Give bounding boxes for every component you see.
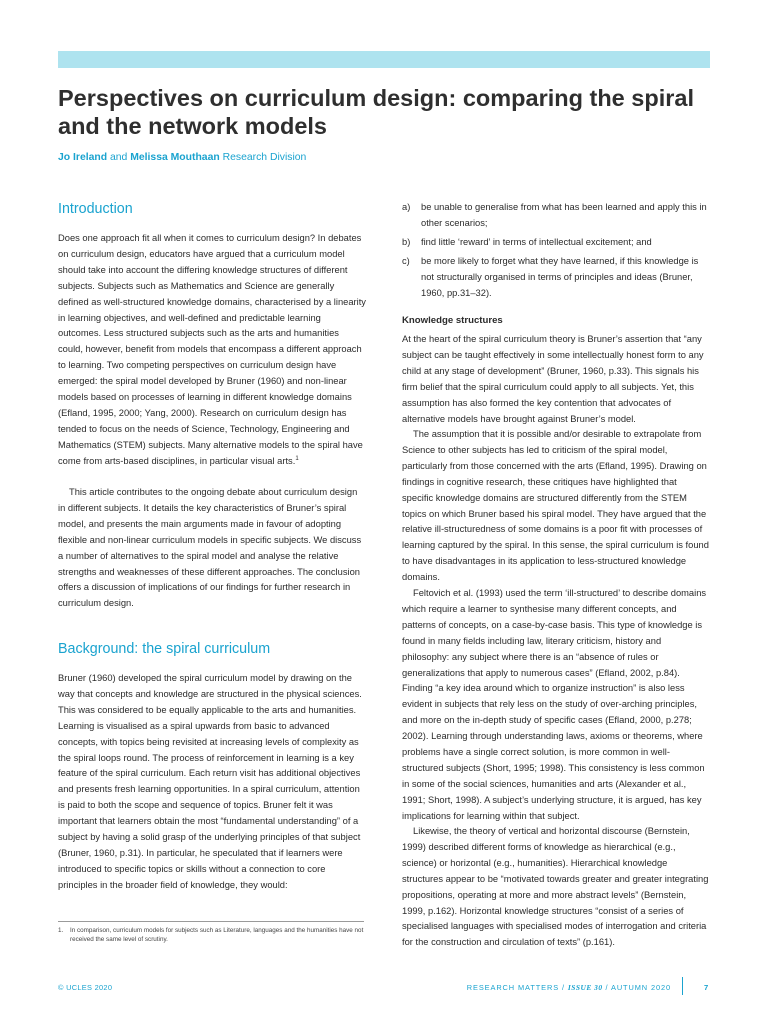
journal-info [467,983,671,992]
affiliation: Research Division [219,152,307,163]
issue-number: ISSUE 30 [567,983,603,992]
issue-date: / AUTUMN 2020 [602,983,671,992]
knowledge-paragraph-1: At the heart of the spiral curriculum theory is Bruner’s assertion that “any subject can be taught effectively in some intellectually honest form to any child at any stage of development” (Bruner, 1960, p.33). This signals his firm belief that the spiral curriculum could apply to all subjects. Yet, this assumption has also formed the key contention that advocates of alternative models have brought against Bruner’s model. [402,334,704,424]
header-banner [58,51,710,68]
intro-paragraph-1-text: Does one approach fit all when it comes to curriculum design? In debates on curriculum design, educators have argued that a curriculum model should take into account the differing knowledge structures of different subjects. Subjects such as Mathematics and Science are generally defined as well-structured knowledge domains, characterised by a linearity in learning objectives, and well-defined and predictable learning outcomes. Less structured subjects such as the arts and humanities could, however, benefit from models that encompass a different approach to learning. Two competing perspectives on curriculum design have emerged: the spiral model developed by Bruner (1960) and non-linear models based on processes of learning in different knowledge domains (Efland, 1995, 2000; Yang, 2000). Research on curriculum design has tended to focus on the needs of Science, Technology, Engineering and Mathematics (STEM) subjects. Many alternative models to the spiral have come from arts-based disciplines, in particular visual arts. [58,233,366,466]
knowledge-paragraph-4: Likewise, the theory of vertical and horizontal discourse (Bernstein, 1999) described different forms of knowledge as hierarchical (e.g., science) or horizontal (e.g., humanities). Hierarchical knowledge structures appear to be “motivated towards greater and greater integrating propositions, operating at more and more abstract levels” (Bernstein, 1999, p.162). Horizontal knowledge structures “consist of a series of specialised languages with specialised modes of interrogation and criteria for the construction and circulation of texts” (p.161). [402,826,709,948]
journal-name: RESEARCH MATTERS / [466,983,568,992]
author-line [58,152,306,163]
footnote [58,926,364,945]
article-title: Perspectives on curriculum design: comparing the spiral and the network models [58,85,694,139]
author-conjunction: and [107,152,131,163]
list-item-text: be more likely to forget what they have learned, if this knowledge is not structurally organised in terms of principles and ideas (Bruner, 1960, pp.31–32). [421,255,699,298]
footnote-ref: 1 [295,455,299,462]
bruner-list [402,200,710,304]
copyright: © UCLES 2020 [58,983,113,992]
author-1: Jo Ireland [58,152,108,163]
knowledge-paragraph-2: The assumption that it is possible and/or desirable to extrapolate from Science to other subjects has led to criticism of the spiral model, particularly from those concerned with the arts (Efland, 1995). Drawing on findings in cognitive research, these critiques have highlighted that specific knowledge domains are structured differently from the STEM topics on which Bruner based his spiral model. They have argued that the relative ill-structuredness of some domains is a poor fit with processes of learning captured by the spiral. In this sense, the spiral curriculum is found to have disadvantages in its application to less-structured knowledge domains. [402,429,709,583]
list-item-label: b) [402,236,411,247]
list-item-label: c) [402,255,410,266]
footnote-divider [58,921,364,922]
author-2: Melissa Mouthaan [130,152,220,163]
page-number: 7 [704,983,709,992]
list-item [402,200,710,232]
intro-paragraph-1 [58,231,366,470]
footer-divider [682,977,683,995]
list-item-text: find little ‘reward’ in terms of intellectual excitement; and [421,236,652,247]
footnote-text: In comparison, curriculum models for subjects such as Literature, languages and the humanities have not received the same level of scrutiny. [70,927,364,944]
background-paragraph-1: Bruner (1960) developed the spiral curriculum model by drawing on the way that concepts and knowledge are structured in the physical sciences. This was considered to be equally applicable to the arts and humanities. Learning is visualised as a spiral upwards from basic to advanced concepts, with topics being revisited at increasing levels of complexity as the spiral loops round. The process of reinforcement in learning is a key feature of the spiral curriculum. Each return visit has additional objectives and presents fresh learning opportunities. In a spiral curriculum, attention is paid to both the scope and sequence of topics. Bruner felt it was important that learners obtain the most “fundamental understanding” of a subject by having a solid grasp of the underlying principles of that subject (Bruner, 1960, p.31). In particular, he speculated that if learners were introduced to specific topics or skills without a connection to core principles in the broader field of knowledge, they would: [58,673,362,890]
knowledge-paragraph-3: Feltovich et al. (1993) used the term ‘ill-structured’ to describe domains which require a learner to synthesise many different concepts, and patterns of concepts, on a case-by-case basis. This type of knowledge is found in many fields including law, literary criticism, history and philosophy: any subject where there is an “absence of rules or generalizations that apply to numerous cases” (Efland, 2002, p.84). Finding “a key idea around which to organize instruction” is also less evident in subjects that rely less on the study of over-arching principles, and more on the in-depth study of specific cases (Efland, 2000, p.278; 2002). Learning through understanding laws, axioms or theorems, where problems have a single correct solution, is more common in well-structured subjects (Short, 1995; 1998). This consistency is less common in some of the social sciences, humanities and arts (Alexander et al., 1991; Short, 1998). A subject’s underlying structure, it is argued, has key implications for learning within that subject. [402,588,707,821]
list-item-text: be unable to generalise from what has been learned and apply this in other scenarios; [421,202,707,228]
list-item [402,235,710,251]
footnote-number: 1. [58,927,64,934]
list-item [402,254,710,302]
list-item-label: a) [402,202,411,212]
section-heading-background: Background: the spiral curriculum [58,641,271,657]
intro-paragraph-2: This article contributes to the ongoing debate about curriculum design in different subjects. It details the key characteristics of Bruner’s spiral model, and presents the main arguments made in favour of adopting flexible and non-linear curriculum models in specific subjects. We discuss a number of alternatives to the spiral model and analyse the relative strengths and weaknesses of these different approaches. The conclusion offers a discussion of implications of our findings for further research in curriculum design. [58,487,362,609]
section-heading-introduction: Introduction [58,201,133,217]
subheading-knowledge-structures: Knowledge structures [402,315,503,326]
